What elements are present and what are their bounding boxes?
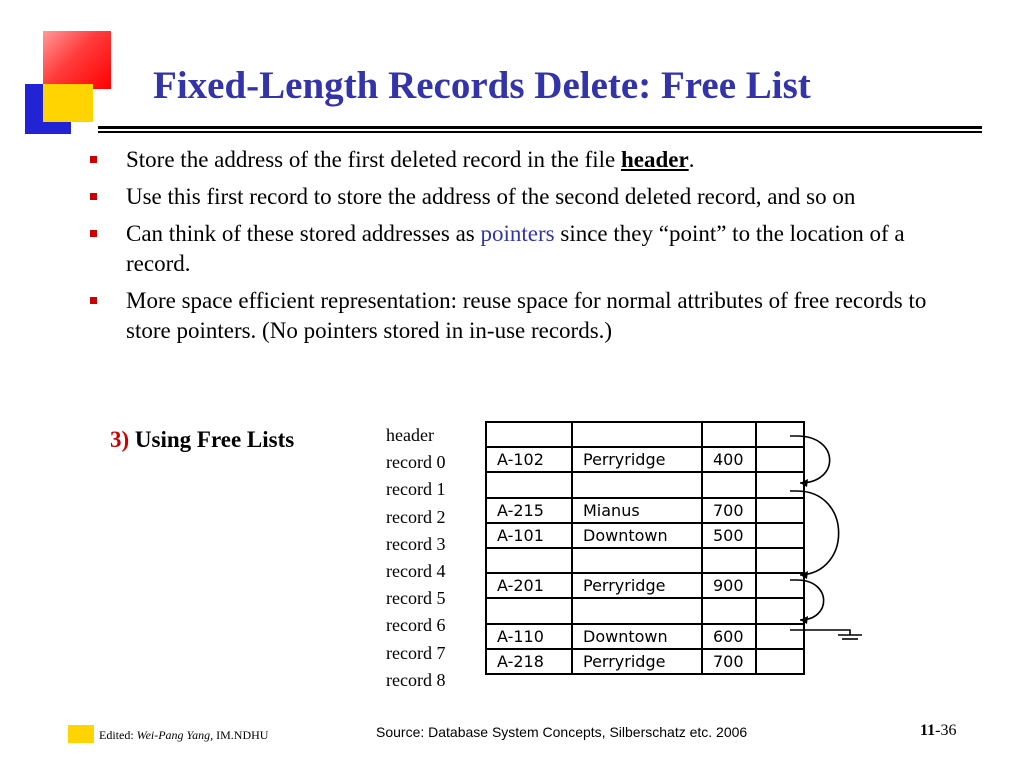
footer-logo-square (68, 725, 94, 743)
bullet-list (90, 145, 970, 353)
subheading-text: Using Free Lists (134, 427, 295, 452)
table-cell: 700 (702, 649, 756, 674)
bullet-item: More space efficient representation: reuse space for normal attributes of free records to store pointers. (No pointers stored in in-use records.) (90, 286, 970, 346)
record-label: record 6 (386, 615, 446, 636)
bullet-marker-icon (90, 156, 97, 163)
table-row (486, 472, 804, 497)
subheading (110, 427, 294, 453)
logo-yellow-square (43, 84, 93, 122)
table-cell (572, 422, 702, 447)
pointers-term: pointers (480, 221, 555, 246)
table-cell (702, 548, 756, 573)
table-cell: Perryridge (572, 573, 702, 598)
table-row (486, 548, 804, 573)
table-cell (702, 422, 756, 447)
table-cell: Perryridge (572, 649, 702, 674)
page-number: 11-36 (920, 722, 957, 739)
record-label: record 7 (386, 642, 446, 663)
table-cell (702, 598, 756, 623)
table-cell (486, 472, 572, 497)
table-cell (486, 598, 572, 623)
bullet-item: Can think of these stored addresses as pointers since they “point” to the location of a record. (90, 219, 970, 279)
table-cell (572, 548, 702, 573)
footer-editor: Edited: Wei-Pang Yang, IM.NDHU (99, 728, 269, 742)
bullet-item: Store the address of the first deleted record in the file header. (90, 145, 970, 175)
table-cell (486, 548, 572, 573)
table-row (486, 422, 804, 447)
header-term: header (620, 147, 689, 172)
table-cell: A-102 (486, 447, 572, 472)
table-cell (486, 422, 572, 447)
record-label: record 2 (386, 506, 446, 527)
table-row (486, 523, 804, 548)
table-cell: A-201 (486, 573, 572, 598)
table-row (486, 498, 804, 523)
table-row (486, 598, 804, 623)
subheading-number: 3) (110, 427, 130, 452)
bullet-marker-icon (90, 230, 97, 237)
table-row (486, 624, 804, 649)
record-label: record 1 (386, 479, 446, 500)
table-row (486, 447, 804, 472)
record-label: record 5 (386, 588, 446, 609)
table-cell (702, 472, 756, 497)
table-cell: Perryridge (572, 447, 702, 472)
pointer-arrow-record1-to-record4 (790, 491, 839, 575)
table-row (486, 573, 804, 598)
table-cell: Downtown (572, 624, 702, 649)
table-cell: 600 (702, 624, 756, 649)
table-cell (572, 472, 702, 497)
table-cell: 900 (702, 573, 756, 598)
bullet-marker-icon (90, 193, 97, 200)
title-rule-top (98, 126, 982, 129)
table-cell: Mianus (572, 498, 702, 523)
table-cell: Downtown (572, 523, 702, 548)
free-list-pointer-arrows (780, 425, 870, 655)
pointer-arrow-header-to-record1 (790, 436, 830, 483)
table-cell: A-218 (486, 649, 572, 674)
record-label: header (386, 425, 434, 445)
record-label: record 3 (386, 533, 446, 554)
pointer-arrow-record4-to-record6 (790, 580, 824, 620)
record-label: record 0 (386, 452, 446, 473)
table-cell: 700 (702, 498, 756, 523)
footer-source: Source: Database System Concepts, Silberschatz etc. 2006 (376, 724, 748, 740)
table-cell: A-215 (486, 498, 572, 523)
record-label-list (386, 422, 445, 694)
table-cell: 400 (702, 447, 756, 472)
logo-red-square (43, 31, 111, 89)
record-label: record 8 (386, 669, 446, 690)
table-cell: 500 (702, 523, 756, 548)
table-cell: A-101 (486, 523, 572, 548)
record-label: record 4 (386, 560, 446, 581)
table-row (486, 649, 804, 674)
free-list-table (485, 421, 805, 675)
slide-title: Fixed-Length Records Delete: Free List (153, 64, 811, 107)
table-cell: A-110 (486, 624, 572, 649)
bullet-item: Use this first record to store the address of the second deleted record, and so on (90, 182, 970, 212)
title-rule-bottom (98, 131, 982, 133)
bullet-marker-icon (90, 297, 97, 304)
table-cell (572, 598, 702, 623)
